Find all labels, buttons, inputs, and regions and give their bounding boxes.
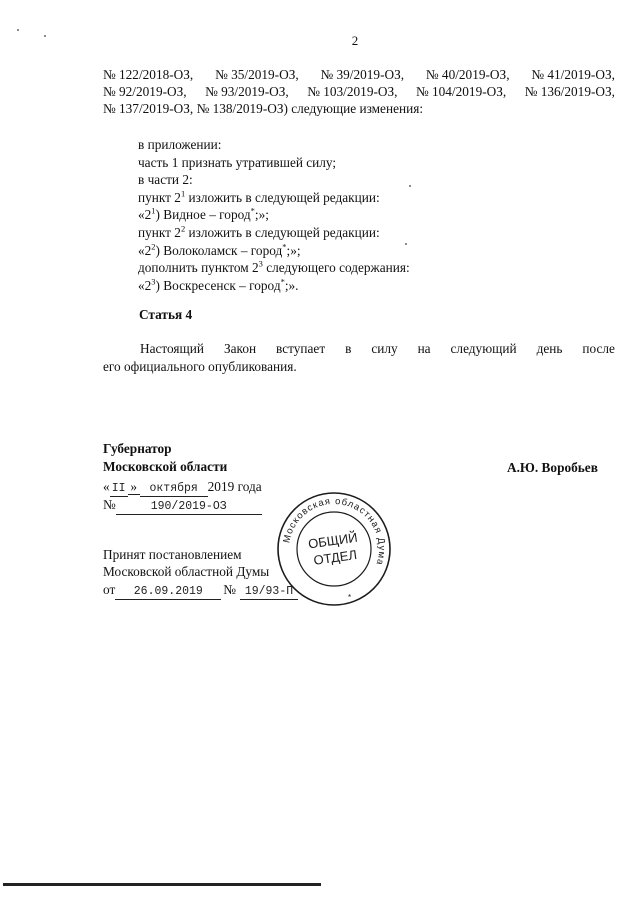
amendment-text: ) Видное – город	[155, 207, 251, 223]
signing-date	[103, 479, 262, 497]
date-month: октября	[140, 482, 208, 497]
amendment-line	[138, 206, 410, 224]
scan-speck	[44, 35, 46, 37]
law-ref: № 136/2019-ОЗ,	[524, 84, 615, 99]
stamp-outer-ring	[278, 493, 390, 605]
word: в	[345, 341, 352, 356]
law-ref: № 35/2019-ОЗ,	[215, 67, 299, 82]
date-day: II	[110, 482, 128, 497]
law-ref: № 92/2019-ОЗ,	[103, 84, 187, 99]
asterisk-mark: *	[250, 205, 255, 216]
asterisk-mark: *	[282, 241, 287, 252]
law-number-value: 190/2019-ОЗ	[116, 500, 262, 515]
law-ref: № 93/2019-ОЗ,	[205, 84, 289, 99]
law-ref: № 104/2019-ОЗ,	[415, 84, 507, 99]
article-body	[103, 340, 615, 376]
signatory-name: А.Ю. Воробьев	[507, 460, 598, 475]
scan-speck	[405, 243, 407, 245]
article-line	[103, 340, 615, 358]
asterisk-mark: *	[280, 276, 285, 287]
scan-speck	[409, 185, 411, 187]
from-label: от	[103, 582, 116, 597]
amendment-line	[138, 259, 410, 277]
law-ref: № 40/2019-ОЗ,	[425, 67, 510, 82]
amendment-text: ) Волоколамск – город	[155, 242, 283, 258]
role-line: Губернатор	[103, 441, 172, 456]
amendment-line	[138, 242, 410, 260]
intro-line	[103, 83, 615, 100]
amendment-line: в приложении:	[138, 137, 222, 152]
amendment-text: ;»;	[254, 207, 269, 223]
word: силу	[371, 341, 398, 356]
amendment-line: часть 1 признать утратившей силу;	[138, 154, 337, 170]
word: на	[417, 341, 431, 356]
intro-line	[103, 66, 615, 83]
superscript: 3	[151, 276, 156, 287]
word: Закон	[223, 341, 257, 356]
article-title: Статья 4	[139, 307, 193, 322]
resolution-number: 19/93-П	[240, 585, 298, 600]
scan-speck	[17, 29, 19, 31]
amendment-line: в части 2:	[138, 172, 193, 188]
adoption-date-number	[103, 582, 298, 600]
amendment-text: изложить в следующей редакции:	[185, 224, 380, 240]
law-ref: № 137/2019-ОЗ, № 138/2019-ОЗ) следующие изменения:	[103, 101, 424, 116]
amendment-text: следующего содержания:	[262, 260, 410, 276]
superscript: 2	[151, 241, 156, 252]
word: Настоящий	[140, 341, 205, 356]
superscript: 2	[180, 223, 186, 234]
amendment-text: ;»;	[286, 242, 301, 258]
law-ref: № 41/2019-ОЗ,	[531, 67, 615, 82]
intro-line	[103, 100, 615, 117]
stamp-star: *	[348, 593, 352, 602]
amendment-line	[138, 189, 410, 207]
seal-stamp	[274, 489, 394, 609]
quote-mark: »	[128, 480, 140, 495]
stamp-inner-line: ОТДЕЛ	[312, 546, 358, 568]
word: вступает	[276, 341, 326, 356]
superscript: 3	[258, 258, 263, 269]
amendment-text: ;».	[284, 277, 299, 293]
amendment-text: изложить в следующей редакции:	[185, 189, 380, 205]
amendment-text: «2	[138, 242, 152, 258]
word: после	[582, 341, 615, 356]
adoption-block	[103, 546, 269, 580]
amendment-line	[138, 277, 410, 295]
word: следующий	[450, 341, 517, 356]
number-sign: №	[103, 497, 116, 512]
amendment-text: дополнить пунктом 2	[138, 260, 259, 276]
signatory-role	[103, 441, 227, 475]
word: день	[536, 341, 563, 356]
adoption-line: Принят постановлением	[103, 547, 242, 562]
stamp-outer-text: Московская областная Дума	[281, 495, 388, 567]
scan-edge-line	[3, 883, 321, 886]
amendment-line	[138, 224, 410, 242]
intro-paragraph	[103, 66, 615, 117]
stamp-inner-line: ОБЩИЙ	[307, 529, 359, 552]
adoption-line: Московской областной Думы	[103, 564, 270, 579]
page-number: 2	[351, 33, 359, 48]
date-year: 2019 года	[207, 479, 262, 494]
amendment-text: пункт 2	[138, 224, 181, 240]
amendment-text: «2	[138, 277, 152, 293]
law-ref: № 103/2019-ОЗ,	[307, 84, 398, 99]
amendment-text: пункт 2	[138, 189, 181, 205]
superscript: 1	[151, 205, 156, 216]
amendment-text: «2	[138, 207, 152, 223]
number-sign: №	[223, 582, 236, 597]
law-ref: № 122/2018-ОЗ,	[103, 67, 194, 82]
role-line: Московской области	[103, 459, 228, 474]
superscript: 1	[180, 188, 186, 199]
amendment-list	[138, 136, 410, 294]
adoption-date: 26.09.2019	[115, 585, 221, 600]
law-ref: № 39/2019-ОЗ,	[320, 67, 405, 82]
article-line: его официального опубликования.	[103, 359, 297, 374]
law-number	[103, 497, 262, 515]
quote-mark: «	[103, 479, 110, 494]
amendment-text: ) Воскресенск – город	[155, 277, 281, 293]
